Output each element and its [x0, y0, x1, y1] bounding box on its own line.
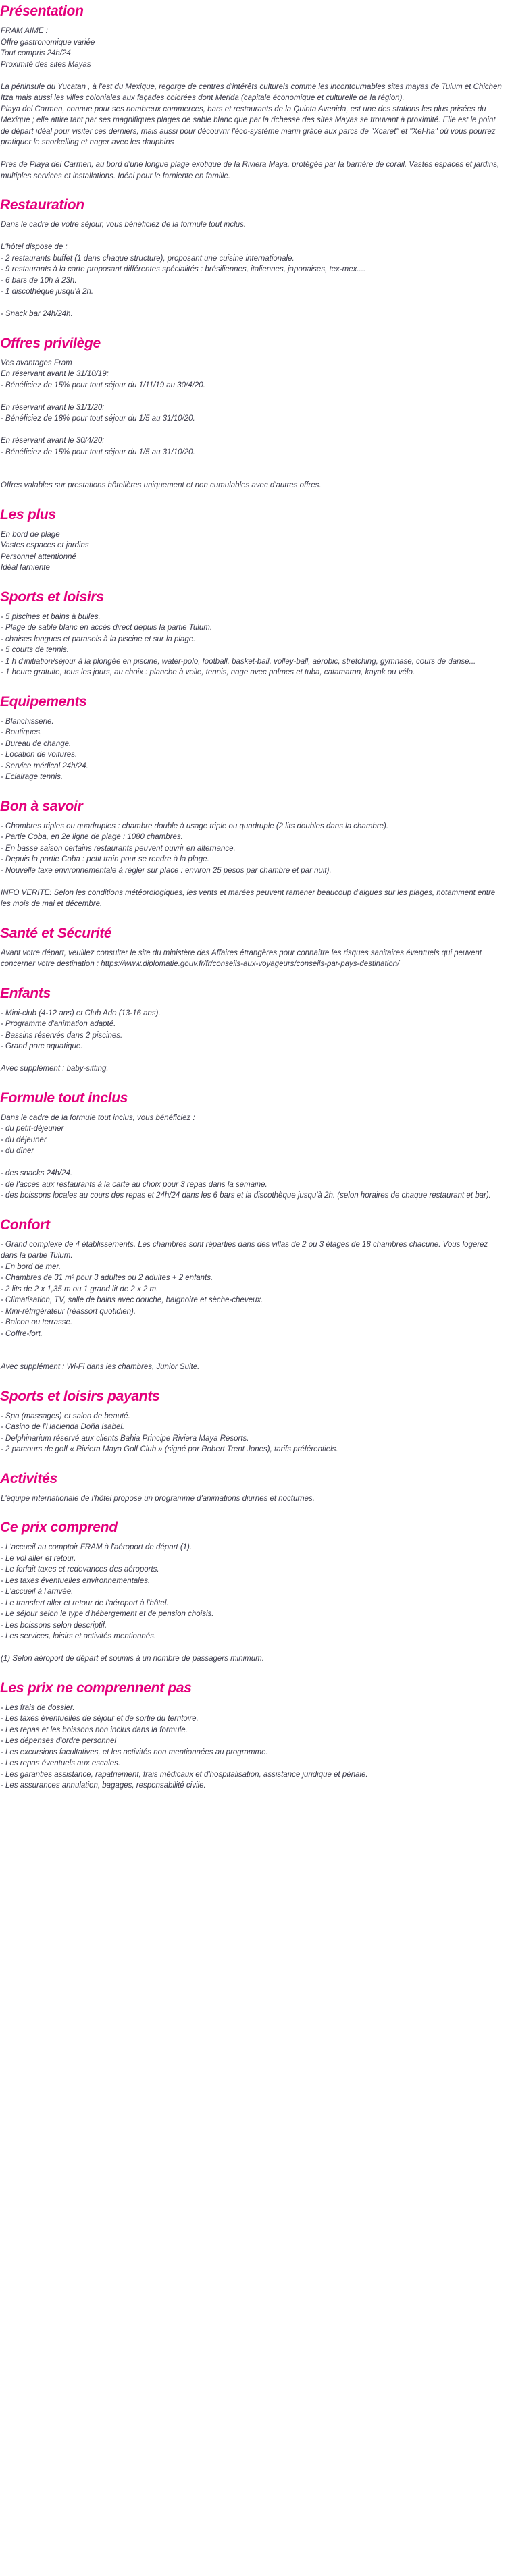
section-payants: [0, 1388, 505, 1455]
text-line: - 1 h d'initiation/séjour à la plongée en piscine, water-polo, football, basket-ball, volley-ball, aérobic, stretching, gymnase, cours de danse...: [1, 657, 476, 666]
text-line: - Mini-réfrigérateur (réassort quotidien).: [1, 1307, 136, 1316]
text-line: - Boutiques.: [1, 728, 43, 736]
text-line: - Casino de l'Hacienda Doña Isabel.: [1, 1423, 125, 1431]
text-line: - 2 restaurants buffet (1 dans chaque structure), proposant une cuisine internationale.: [1, 254, 295, 263]
text-line: - Bureau de change.: [1, 739, 72, 748]
text-line: - Grand complexe de 4 établissements. Les chambres sont réparties dans des villas de 2 ou 3 étages de 18 chambres chacune. Vous logerez dans la partie Tulum.: [1, 1240, 488, 1260]
section-title: Présentation: [0, 3, 84, 19]
text-line: - Bassins réservés dans 2 piscines.: [1, 1031, 123, 1040]
section-title: Offres privilège: [0, 335, 101, 351]
section-activites: [0, 1470, 505, 1505]
text-line: - Plage de sable blanc en accès direct depuis la partie Tulum.: [1, 624, 213, 632]
text-line: - du petit-déjeuner: [1, 1125, 64, 1133]
text-line: - chaises longues et parasols à la piscine et sur la plage.: [1, 635, 196, 643]
text-line: - L'accueil à l'arrivée.: [1, 1588, 74, 1596]
text-line: Vos avantages Fram: [1, 358, 72, 367]
section-title: Ce prix comprend: [0, 1520, 118, 1535]
text-line: - Les taxes éventuelles environnementales.: [1, 1576, 151, 1585]
section-title: Bon à savoir: [0, 798, 83, 814]
section-enfants: [0, 985, 505, 1075]
text-line: - Nouvelle taxe environnementale à régler sur place : environ 25 pesos par chambre et par nuit).: [1, 866, 332, 875]
text-line: (1) Selon aéroport de départ et soumis à un nombre de passagers minimum.: [1, 1655, 264, 1663]
section-title: Activités: [0, 1470, 57, 1486]
text-line: - Les taxes éventuelles de séjour et de sortie du territoire.: [1, 1715, 199, 1723]
text-line: Dans le cadre de votre séjour, vous bénéficiez de la formule tout inclus.: [1, 221, 247, 229]
text-line: Offres valables sur prestations hôtelières uniquement et non cumulables avec d'autres offres.: [1, 481, 322, 489]
section-offres: [0, 335, 505, 491]
paragraph-gap: [0, 1157, 505, 1169]
section-sports: [0, 589, 505, 678]
text-line: Playa del Carmen, connue pour ses nombreux commerces, bars et restaurants de la Quinta Avenida, est une des stations les plus prisées du Mexique ; elle attire tant par ses magnifiques plages de sable blanc que par la richesse des sites Mayas se trouvant à proximité. Elle est le point de départ idéal pour visiter ces derniers, mais aussi pour découvrir l'éco-système marin grâce aux parcs de "Xcaret" et "Xel-ha" où vous pourrez pratiquer le snorkelling et nager avec les dauphins: [1, 105, 496, 146]
text-line: - En bord de mer.: [1, 1262, 61, 1271]
text-line: - Blanchisserie.: [1, 717, 54, 726]
paragraph-gap: [0, 1642, 505, 1654]
section-equipements: [0, 693, 505, 783]
paragraph-gap: [0, 70, 505, 82]
text-line: - Location de voitures.: [1, 751, 78, 759]
section-restauration: [0, 196, 505, 320]
text-line: - 1 discothèque jusqu'à 2h.: [1, 288, 94, 296]
text-line: - Grand parc aquatique.: [1, 1042, 83, 1050]
text-line: - Les garanties assistance, rapatriement, frais médicaux et d'hospitalisation, assistance juridique et pénale.: [1, 1770, 368, 1779]
text-line: Près de Playa del Carmen, au bord d'une longue plage exotique de la Riviera Maya, protégée par la barrière de corail. Vastes espaces et jardins, multiples services et installations. Idéal pour le farniente en famille.: [1, 161, 500, 180]
section-confort: [0, 1216, 505, 1373]
section-title: Confort: [0, 1216, 50, 1233]
text-line: - Coffre-fort.: [1, 1329, 43, 1338]
text-line: - du déjeuner: [1, 1135, 47, 1144]
text-line: - Eclairage tennis.: [1, 773, 63, 781]
text-line: - 2 parcours de golf « Riviera Maya Golf Club » (signé par Robert Trent Jones), tarifs préférentiels.: [1, 1445, 338, 1453]
text-line: - L'accueil au comptoir FRAM à l'aéroport de départ (1).: [1, 1543, 193, 1551]
section-savoir: [0, 798, 505, 910]
text-line: - Balcon ou terrasse.: [1, 1318, 73, 1326]
text-line: Dans le cadre de la formule tout inclus, vous bénéficiez :: [1, 1113, 195, 1122]
paragraph-gap: [0, 1052, 505, 1064]
text-line: - Les repas éventuels aux escales.: [1, 1759, 121, 1767]
section-nonCompris: [0, 1680, 505, 1792]
section-title: Sports et loisirs payants: [0, 1388, 160, 1404]
text-line: - Chambres de 31 m² pour 3 adultes ou 2 adultes + 2 enfants.: [1, 1274, 213, 1282]
text-line: - des boissons locales au cours des repas et 24h/24 dans les 6 bars et la discothèque jusqu'à 2h. (selon horaires de chaque restaurant et bar).: [1, 1191, 491, 1200]
text-line: - Bénéficiez de 18% pour tout séjour du 1/5 au 31/10/20.: [1, 414, 195, 423]
text-line: - Spa (massages) et salon de beauté.: [1, 1412, 130, 1420]
paragraph-gap: [0, 149, 505, 160]
text-line: - Les assurances annulation, bagages, responsabilité civile.: [1, 1781, 206, 1790]
text-line: Personnel attentionné: [1, 552, 76, 561]
text-line: - Le vol aller et retour.: [1, 1554, 76, 1563]
text-line: - 5 courts de tennis.: [1, 646, 69, 654]
text-line: - Climatisation, TV, salle de bains avec douche, baignoire et sèche-cheveux.: [1, 1296, 263, 1304]
paragraph-gap: [0, 391, 505, 402]
text-line: En réservant avant le 31/10/19:: [1, 370, 109, 378]
text-line: En réservant avant le 31/1/20:: [1, 403, 105, 412]
text-line: - Les excursions facultatives, et les activités non mentionnées au programme.: [1, 1748, 268, 1756]
text-line: - Snack bar 24h/24h.: [1, 310, 73, 318]
text-line: - Bénéficiez de 15% pour tout séjour du 1/5 au 31/10/20.: [1, 448, 195, 456]
paragraph-gap: [0, 231, 505, 242]
text-line: En réservant avant le 30/4/20:: [1, 437, 105, 445]
section-title: Formule tout inclus: [0, 1090, 128, 1106]
text-line: - Le forfait taxes et redevances des aéroports.: [1, 1565, 159, 1574]
text-line: - Les boissons selon descriptif.: [1, 1621, 107, 1630]
text-line: - Bénéficiez de 15% pour tout séjour du 1/11/19 au 30/4/20.: [1, 381, 205, 390]
section-title: Les prix ne comprennent pas: [0, 1680, 192, 1696]
section-comprend: [0, 1519, 505, 1665]
text-line: - Les dépenses d'ordre personnel: [1, 1737, 116, 1745]
section-plus: [0, 506, 505, 574]
section-title: Enfants: [0, 985, 51, 1001]
text-line: - 5 piscines et bains à bulles.: [1, 612, 101, 621]
text-line: - de l'accès aux restaurants à la carte au choix pour 3 repas dans la semaine.: [1, 1180, 267, 1189]
text-line: INFO VERITE: Selon les conditions météorologiques, les vents et marées peuvent ramener beaucoup d'algues sur les plages, notamment entre les mois de mai et décembre.: [1, 888, 496, 908]
section-title: Restauration: [0, 197, 84, 213]
text-line: - 1 heure gratuite, tous les jours, au choix : planche à voile, tennis, nage avec palmes et tuba, catamaran, kayak ou vélo.: [1, 668, 415, 676]
paragraph-gap: [0, 1351, 505, 1362]
text-line: - Les services, loisirs et activités mentionnés.: [1, 1632, 157, 1640]
section-title: Equipements: [0, 693, 87, 709]
text-line: - Delphinarium réservé aux clients Bahia Principe Riviera Maya Resorts.: [1, 1434, 249, 1443]
text-line: - des snacks 24h/24.: [1, 1169, 73, 1177]
text-line: - 2 lits de 2 x 1,35 m ou 1 grand lit de 2 x 2 m.: [1, 1285, 159, 1293]
text-line: Avant votre départ, veuillez consulter le site du ministère des Affaires étrangères pour connaître les risques sanitaires éventuels qui peuvent concerner votre destination : https://www.diplomatie.gouv.fr/fr/conseils-aux-voyageurs/conseils-par-pays-destination/: [1, 948, 482, 968]
text-line: - Mini-club (4-12 ans) et Club Ado (13-16 ans).: [1, 1009, 161, 1017]
text-line: - Les repas et les boissons non inclus dans la formule.: [1, 1725, 188, 1734]
section-formule: [0, 1090, 505, 1202]
text-line: Vastes espaces et jardins: [1, 541, 89, 549]
text-line: Idéal farniente: [1, 564, 50, 572]
paragraph-gap: [0, 1339, 505, 1351]
text-line: - du dîner: [1, 1147, 34, 1155]
text-line: Proximité des sites Mayas: [1, 60, 91, 69]
paragraph-gap: [0, 876, 505, 888]
paragraph-gap: [0, 425, 505, 436]
text-line: - Partie Coba, en 2e ligne de plage : 1080 chambres.: [1, 833, 183, 841]
section-title: Les plus: [0, 506, 56, 522]
text-line: - Service médical 24h/24.: [1, 761, 88, 770]
text-line: L'équipe internationale de l'hôtel propose un programme d'animations diurnes et nocturnes.: [1, 1494, 315, 1503]
text-line: - Chambres triples ou quadruples : chambre double à usage triple ou quadruple (2 lits doubles dans la chambre).: [1, 822, 389, 830]
section-sante: [0, 925, 505, 970]
section-presentation: [0, 3, 505, 182]
text-line: L'hôtel dispose de :: [1, 243, 68, 251]
text-line: - 6 bars de 10h à 23h.: [1, 276, 77, 285]
text-line: Tout compris 24h/24: [1, 49, 71, 57]
text-line: - Le transfert aller et retour de l'aéroport à l'hôtel.: [1, 1599, 169, 1607]
section-title: Santé et Sécurité: [0, 925, 112, 941]
paragraph-gap: [0, 458, 505, 469]
text-line: - Le séjour selon le type d'hébergement et de pension choisis.: [1, 1610, 214, 1618]
paragraph-gap: [0, 298, 505, 309]
text-line: La péninsule du Yucatan , à l'est du Mexique, regorge de centres d'intérêts culturels comme les incontournables sites mayas de Tulum et Chichen Itza mais aussi les villes coloniales aux façades colorées dont Merida (capitale économique et culturelle de la région).: [1, 82, 502, 102]
text-line: - Programme d'animation adapté.: [1, 1020, 116, 1028]
section-title: Sports et loisirs: [0, 589, 104, 605]
text-line: Avec supplément : baby-sitting.: [1, 1065, 109, 1073]
text-line: Offre gastronomique variée: [1, 38, 95, 47]
paragraph-gap: [0, 469, 505, 481]
text-line: Avec supplément : Wi-Fi dans les chambres, Junior Suite.: [1, 1363, 200, 1371]
text-line: - 9 restaurants à la carte proposant différentes spécialités : brésiliennes, italiennes, japonaises, tex-mex....: [1, 265, 366, 273]
text-line: - Depuis la partie Coba : petit train pour se rendre à la plage.: [1, 855, 209, 863]
text-line: - En basse saison certains restaurants peuvent ouvrir en alternance.: [1, 844, 236, 853]
text-line: En bord de plage: [1, 530, 60, 539]
text-line: - Les frais de dossier.: [1, 1703, 75, 1712]
text-line: FRAM AIME :: [1, 27, 48, 35]
